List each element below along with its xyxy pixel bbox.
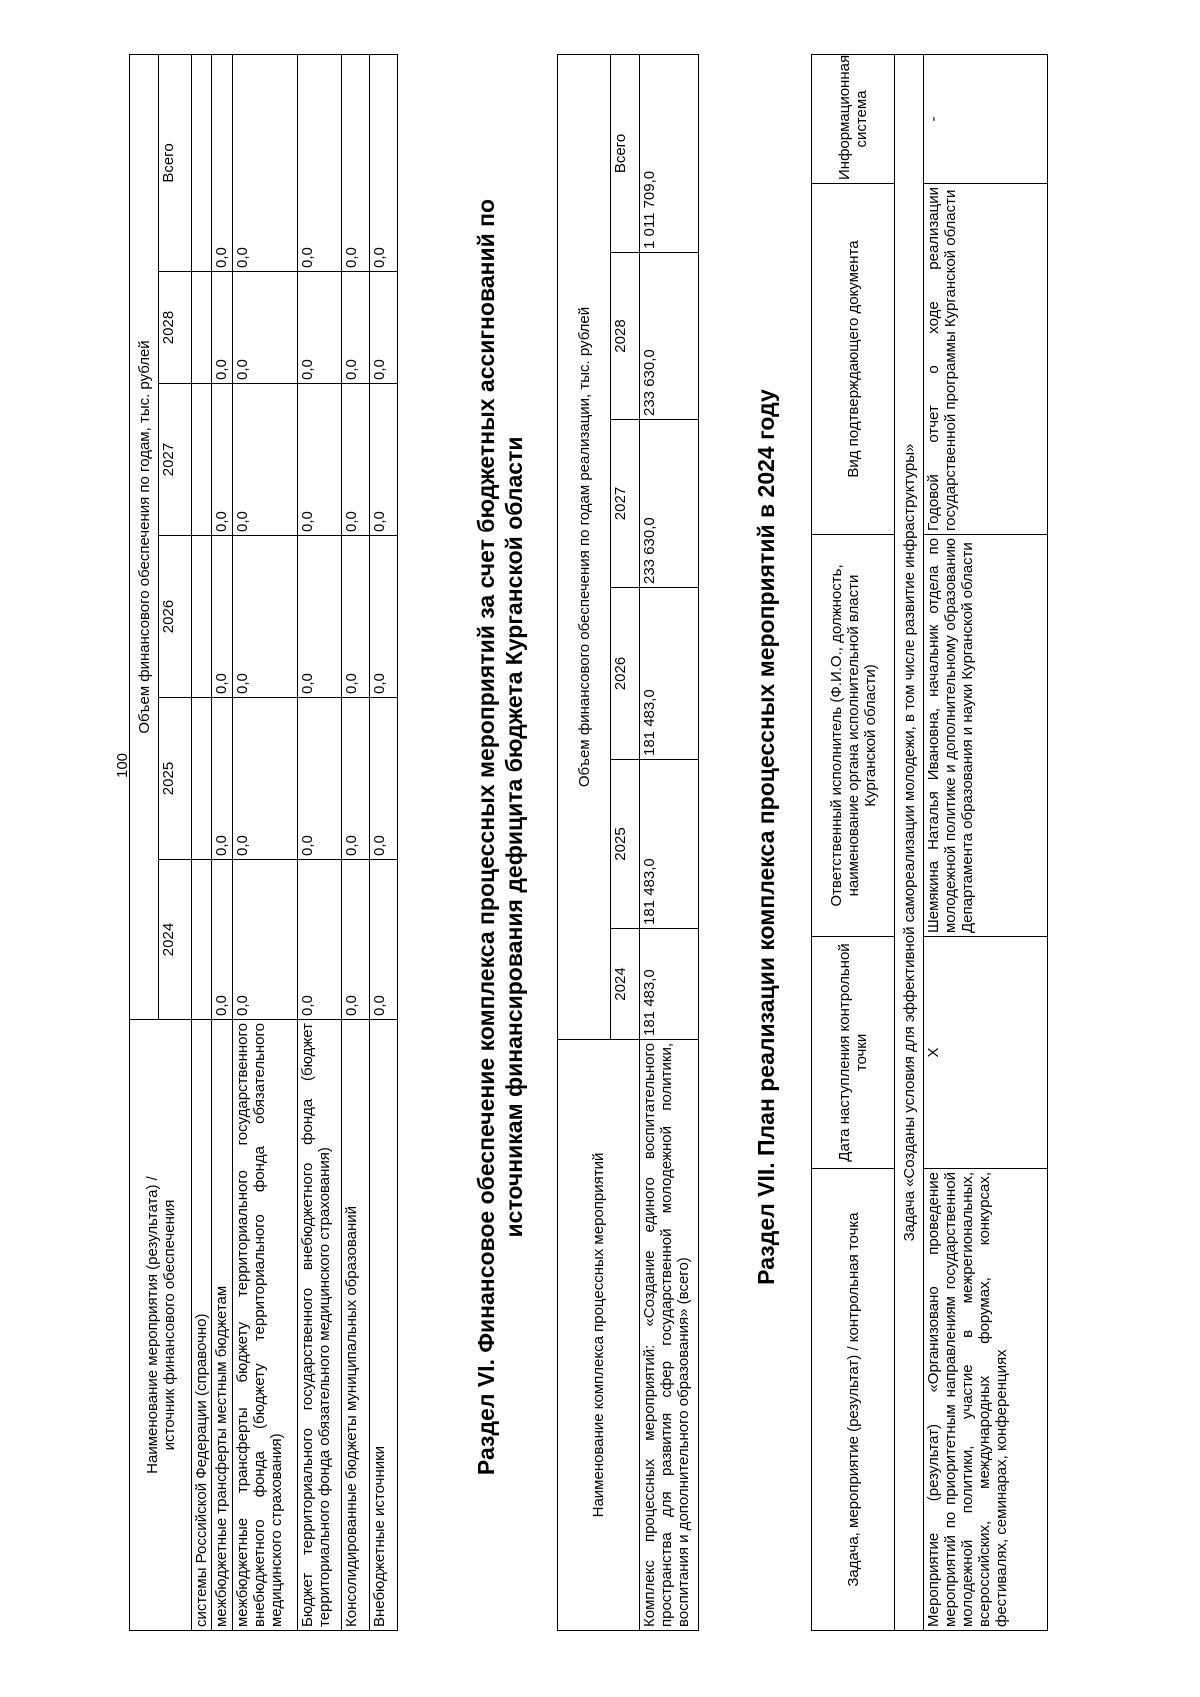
cell-value: 0,0 (212, 272, 233, 384)
table-row (342, 54, 370, 1630)
row-name: Внебюджетные источники (370, 1020, 398, 1631)
financing-years-table (557, 54, 699, 1631)
volume-group-header: Объем финансового обеспечения по годам, тыс. рублей (130, 54, 159, 1019)
year-header: 2026 (159, 536, 192, 698)
year-header: 2028 (611, 253, 640, 420)
cell-value: 0,0 (298, 272, 342, 384)
cell-value: 0,0 (342, 54, 370, 271)
year-header: 2026 (611, 588, 640, 760)
responsible-executor: Шемякина Наталья Ивановна, начальник отдела по молодежной политике и дополнительному образованию Департамента образования и науки Курганской области (924, 535, 1048, 937)
cell-value: 181 483,0 (640, 929, 699, 1040)
cell-value: 0,0 (212, 54, 233, 271)
system-header: Информационная система (812, 55, 895, 184)
table-row (212, 54, 233, 1630)
cell-value: 1 011 709,0 (640, 54, 699, 252)
cell-value: 181 483,0 (640, 760, 699, 929)
control-date: X (924, 937, 1048, 1169)
cell-value: 0,0 (370, 536, 398, 698)
financing-sources-table (129, 54, 398, 1631)
title-line: Раздел VI. Финансовое обеспечение комплекса процессных мероприятий за счет бюджетных ассигнований по (473, 198, 499, 1476)
section-6-title (472, 47, 528, 1627)
table-header-row (812, 55, 895, 1631)
year-header: 2025 (159, 698, 192, 860)
cell-value: 0,0 (212, 536, 233, 698)
section-7-title: Раздел VII. План реализации комплекса процессных мероприятий в 2024 году (753, 389, 779, 1285)
confirming-document: Годовой отчет о ходе реализации государственной программы Курганской области (924, 184, 1048, 535)
row-name: Бюджет территориального государственного внебюджетного фонда (бюджет территориального фонда обязательного медицинского страхования) (298, 1020, 342, 1631)
cell-value: 0,0 (233, 860, 298, 1020)
table-row (233, 54, 298, 1630)
total-header: Всего (611, 54, 640, 252)
cell-value: 0,0 (342, 860, 370, 1020)
cell-value: 0,0 (233, 698, 298, 860)
total-header: Всего (159, 54, 192, 271)
cell-value: 0,0 (298, 860, 342, 1020)
cell-value: 0,0 (233, 536, 298, 698)
cell-value: 181 483,0 (640, 588, 699, 760)
cell-value: 0,0 (342, 536, 370, 698)
cell-value: 0,0 (233, 384, 298, 536)
year-header: 2028 (159, 272, 192, 384)
cell-value: 0,0 (342, 272, 370, 384)
table-header-row (130, 54, 159, 1630)
table-header-row (558, 54, 611, 1630)
complex-name: Комплекс процессных мероприятий: «Создание единого воспитательного пространства для развития сфер государственной молодежной политики, воспитания и дополнительного образования» (всего) (640, 1040, 699, 1631)
cell-value: 233 630,0 (640, 253, 699, 420)
document-header: Вид подтверждающего документа (812, 184, 895, 535)
cell-value: 0,0 (233, 272, 298, 384)
cell-value: 0,0 (298, 54, 342, 271)
cell-value: 0,0 (370, 384, 398, 536)
information-system: - (924, 55, 1048, 184)
row-name: межбюджетные трансферты местным бюджетам (212, 1020, 233, 1631)
cell-value: 0,0 (212, 860, 233, 1020)
cell-value: 0,0 (298, 384, 342, 536)
cell-value: 0,0 (342, 384, 370, 536)
year-header: 2024 (611, 929, 640, 1040)
cell-value: 233 630,0 (640, 420, 699, 588)
table-row (924, 55, 1048, 1631)
header-line: источник финансового обеспечения (160, 1199, 178, 1451)
name-column-header (130, 1020, 192, 1631)
cell-value: 0,0 (212, 698, 233, 860)
cell-value: 0,0 (212, 384, 233, 536)
year-header: 2027 (159, 384, 192, 536)
cell-value: 0,0 (370, 860, 398, 1020)
cell-value: 0,0 (342, 698, 370, 860)
page-number: 100 (114, 752, 131, 778)
cell-value: 0,0 (370, 698, 398, 860)
task-row (895, 55, 924, 1631)
cell-value: 0,0 (370, 54, 398, 271)
cell-value: 0,0 (370, 272, 398, 384)
volume-group-header: Объем финансового обеспечения по годам реализации, тыс. рублей (558, 54, 611, 1039)
year-header: 2027 (611, 420, 640, 588)
table-row (192, 54, 212, 1630)
cell-value: 0,0 (233, 54, 298, 271)
executor-header: Ответственный исполнитель (Ф.И.О., должность, наименование органа исполнительной власти Курганской области) (812, 535, 895, 937)
header-line: Наименование мероприятия (результата) / (143, 1176, 161, 1474)
implementation-plan-table (811, 54, 1048, 1631)
year-header: 2024 (159, 860, 192, 1020)
table-row (298, 54, 342, 1630)
task-title: Задача «Созданы условия для эффективной самореализации молодежи, в том числе развитие инфраструктуры» (895, 55, 924, 1631)
cell-value: 0,0 (298, 698, 342, 860)
row-name: межбюджетные трансферты бюджету территориального государственного внебюджетного фонда (бюджету территориального фонда обязательного медицинского страхования) (233, 1020, 298, 1631)
task-header: Задача, мероприятие (результат) / контрольная точка (812, 1169, 895, 1631)
table-row (640, 54, 699, 1630)
date-header: Дата наступления контрольной точки (812, 937, 895, 1169)
measure-name: Мероприятие (результат) «Организовано проведение мероприятий по приоритетным направлениям государственной молодежной политики, участие в межрегиональных, всероссийских, международных форумах, конкурсах, фестивалях, семинарах, конференциях (924, 1169, 1048, 1631)
row-name: системы Российской Федерации (справочно) (192, 1020, 212, 1631)
row-name: Консолидированные бюджеты муниципальных образований (342, 1020, 370, 1631)
cell-value: 0,0 (298, 536, 342, 698)
table-row (370, 54, 398, 1630)
title-line: источникам финансирования дефицита бюджета Курганской области (501, 436, 527, 1238)
complex-name-header: Наименование комплекса процессных мероприятий (558, 1040, 640, 1631)
year-header: 2025 (611, 760, 640, 929)
